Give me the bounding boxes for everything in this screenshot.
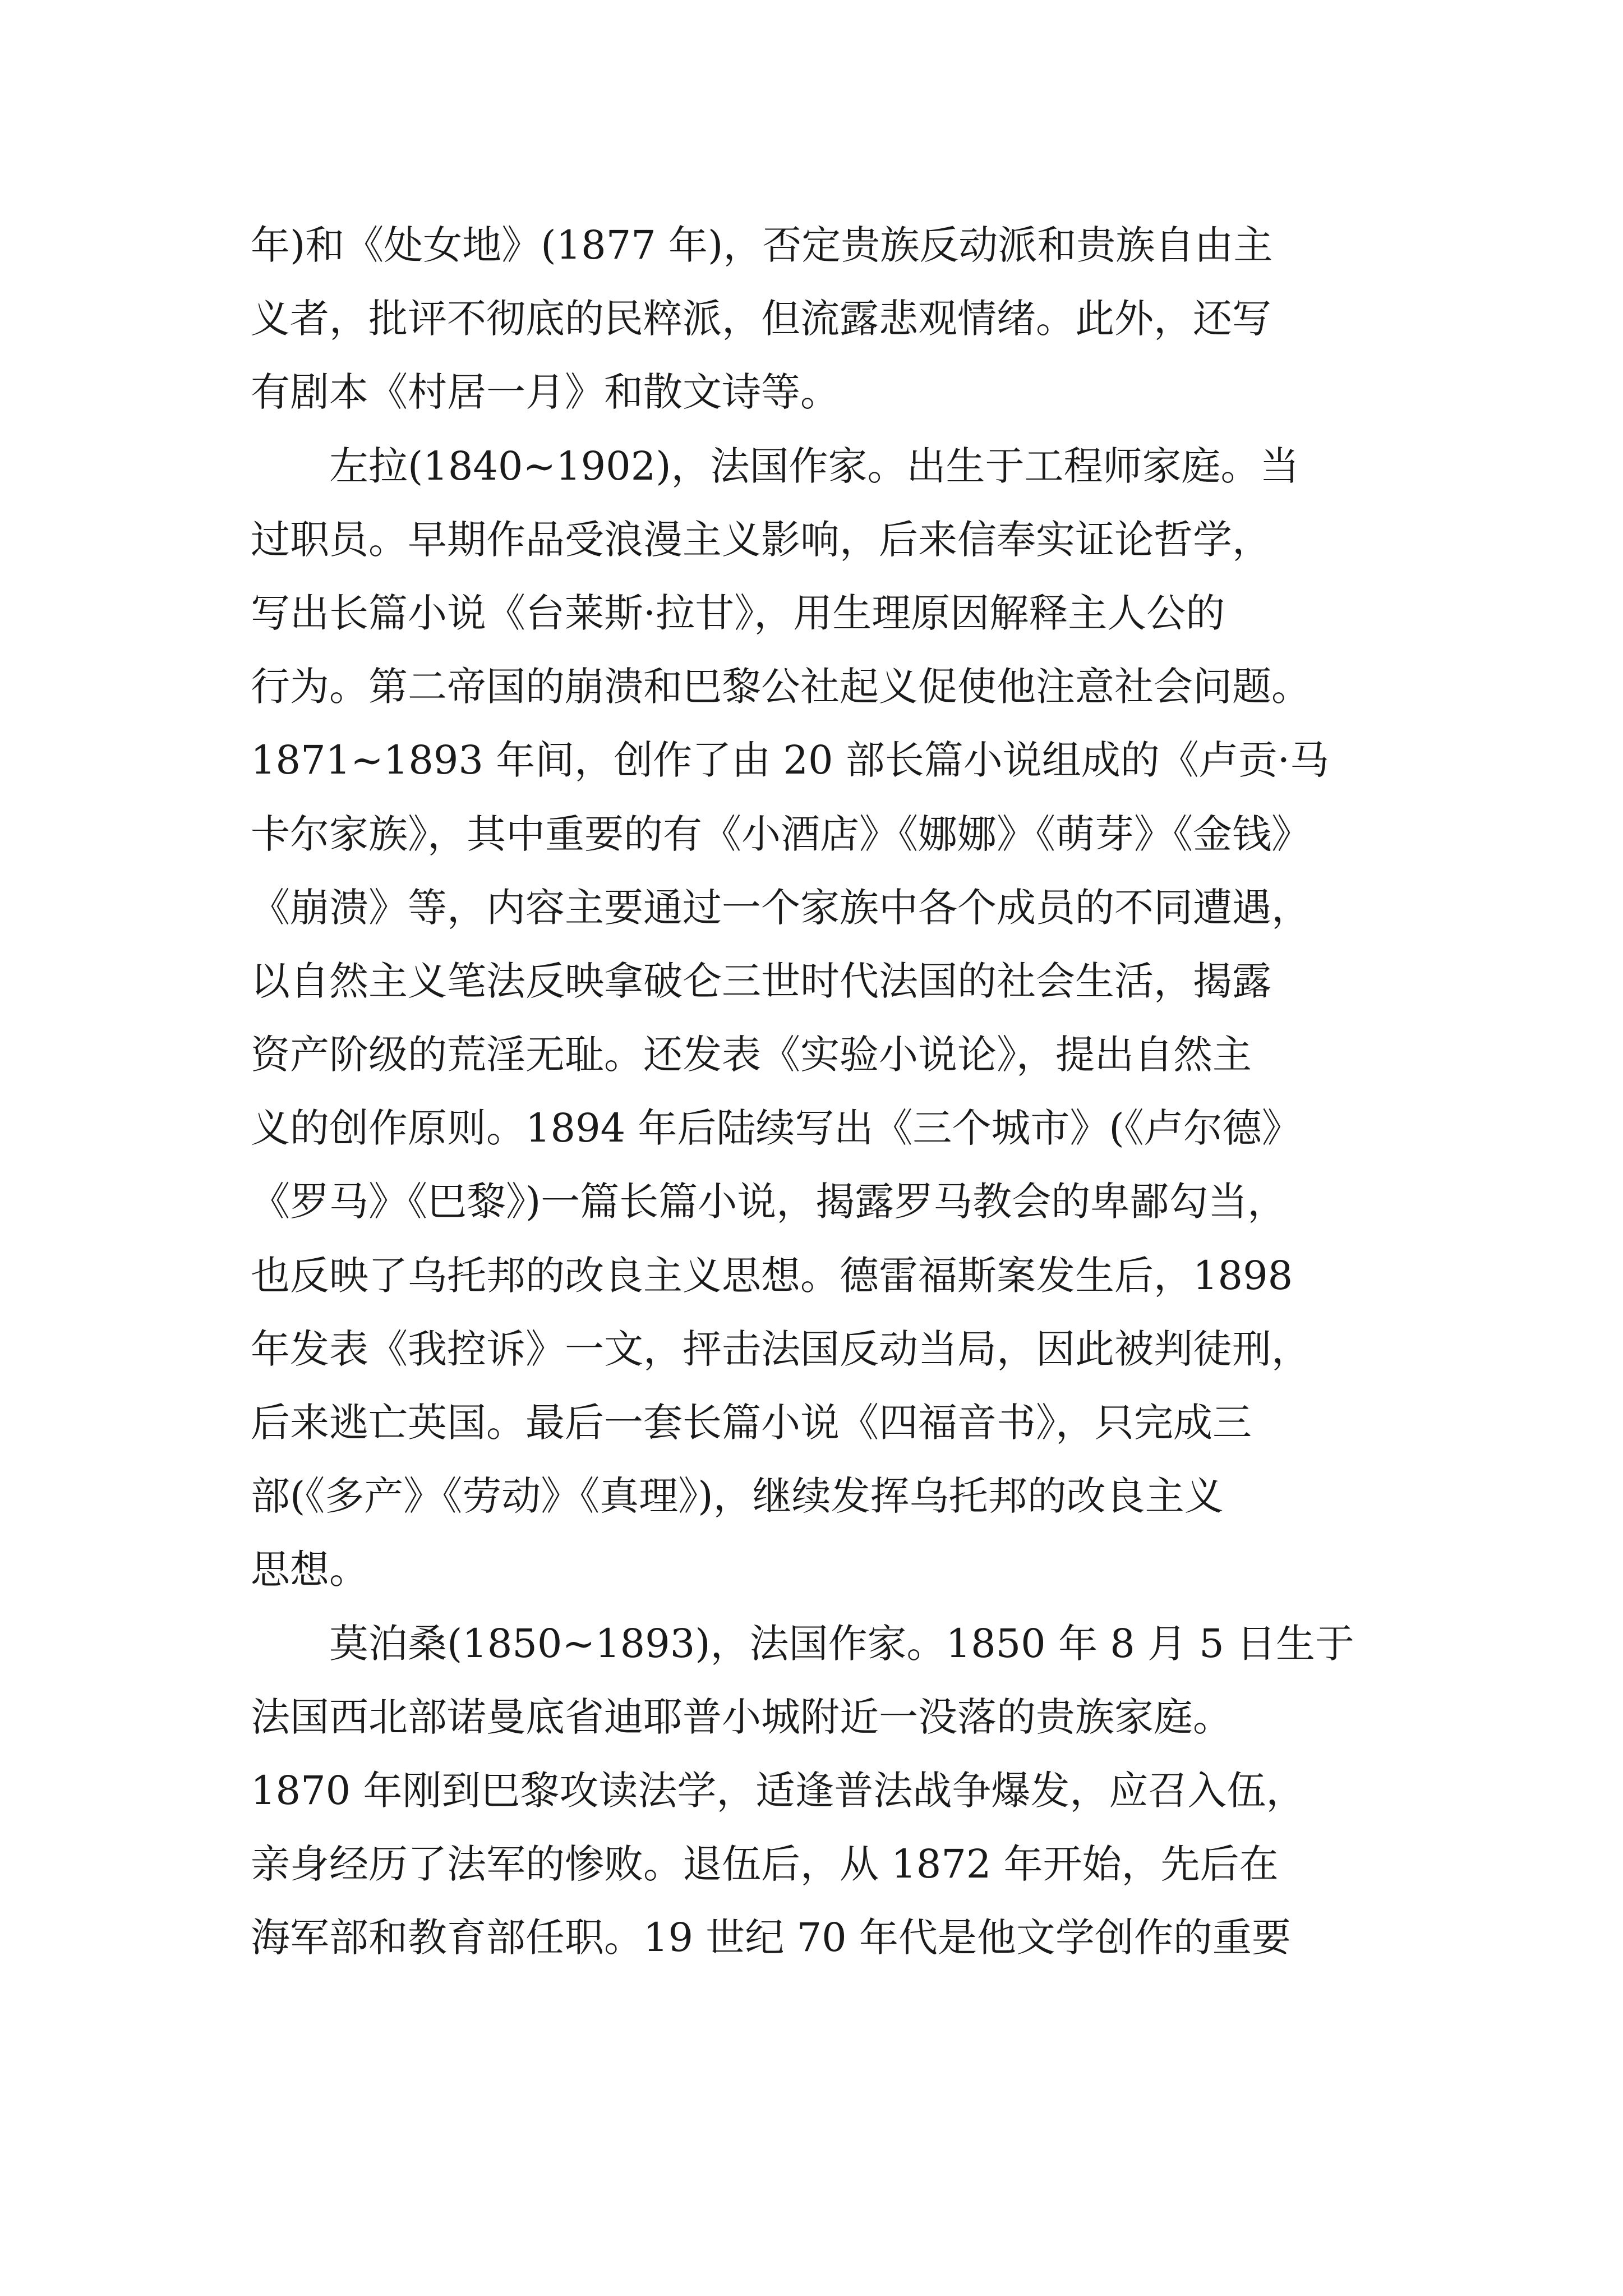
text-line: 卡尔家族》，其中重要的有《小酒店》《娜娜》《萌芽》《金钱》: [251, 811, 1311, 857]
text-line: 写出长篇小说《台莱斯·拉甘》，用生理原因解释主人公的: [251, 590, 1225, 636]
text-line: 也反映了乌托邦的改良主义思想。德雷福斯案发生后，1898: [251, 1252, 1293, 1299]
text-line: 以自然主义笔法反映拿破仑三世时代法国的社会生活，揭露: [251, 958, 1271, 1004]
text-line: 莫泊桑(1850~1893)，法国作家。1850 年 8 月 5 日生于: [251, 1620, 1355, 1667]
text-line: 1870 年刚到巴黎攻读法学，适逢普法战争爆发，应召入伍，: [251, 1767, 1306, 1814]
text-line: 后来逃亡英国。最后一套长篇小说《四福音书》，只完成三: [251, 1400, 1252, 1446]
text-line: 行为。第二帝国的崩溃和巴黎公社起义促使他注意社会问题。: [251, 664, 1311, 710]
text-line: 义者，批评不彻底的民粹派，但流露悲观情绪。此外，还写: [251, 296, 1271, 342]
text-line: 左拉(1840~1902)，法国作家。出生于工程师家庭。当: [251, 443, 1299, 489]
text-line: 亲身经历了法军的惨败。退伍后，从 1872 年开始，先后在: [251, 1841, 1279, 1888]
text-line: 过职员。早期作品受浪漫主义影响，后来信奉实证论哲学，: [251, 516, 1271, 563]
text-line: 1871~1893 年间，创作了由 20 部长篇小说组成的《卢贡·马: [251, 737, 1330, 784]
text-line: 海军部和教育部任职。19 世纪 70 年代是他文学创作的重要: [251, 1915, 1291, 1961]
text-line: 资产阶级的荒淫无耻。还发表《实验小说论》，提出自然主: [251, 1032, 1252, 1078]
text-line: 《罗马》《巴黎》)一篇长篇小说，揭露罗马教会的卑鄙勾当，: [251, 1179, 1287, 1225]
text-line: 法国西北部诺曼底省迪耶普小城附近一没落的贵族家庭。: [251, 1694, 1232, 1740]
text-line: 思想。: [251, 1547, 368, 1593]
text-line: 《崩溃》等，内容主要通过一个家族中各个成员的不同遭遇，: [251, 884, 1311, 931]
text-line: 年)和《处女地》(1877 年)，否定贵族反动派和贵族自由主: [251, 222, 1273, 268]
text-line: 有剧本《村居一月》和散文诗等。: [251, 369, 840, 416]
text-line: 年发表《我控诉》一文，抨击法国反动当局，因此被判徒刑，: [251, 1326, 1311, 1372]
text-line: 部(《多产》《劳动》《真理》)，继续发挥乌托邦的改良主义: [251, 1473, 1224, 1520]
body-text: [251, 209, 1434, 1975]
text-line: 义的创作原则。1894 年后陆续写出《三个城市》(《卢尔德》: [251, 1105, 1301, 1152]
